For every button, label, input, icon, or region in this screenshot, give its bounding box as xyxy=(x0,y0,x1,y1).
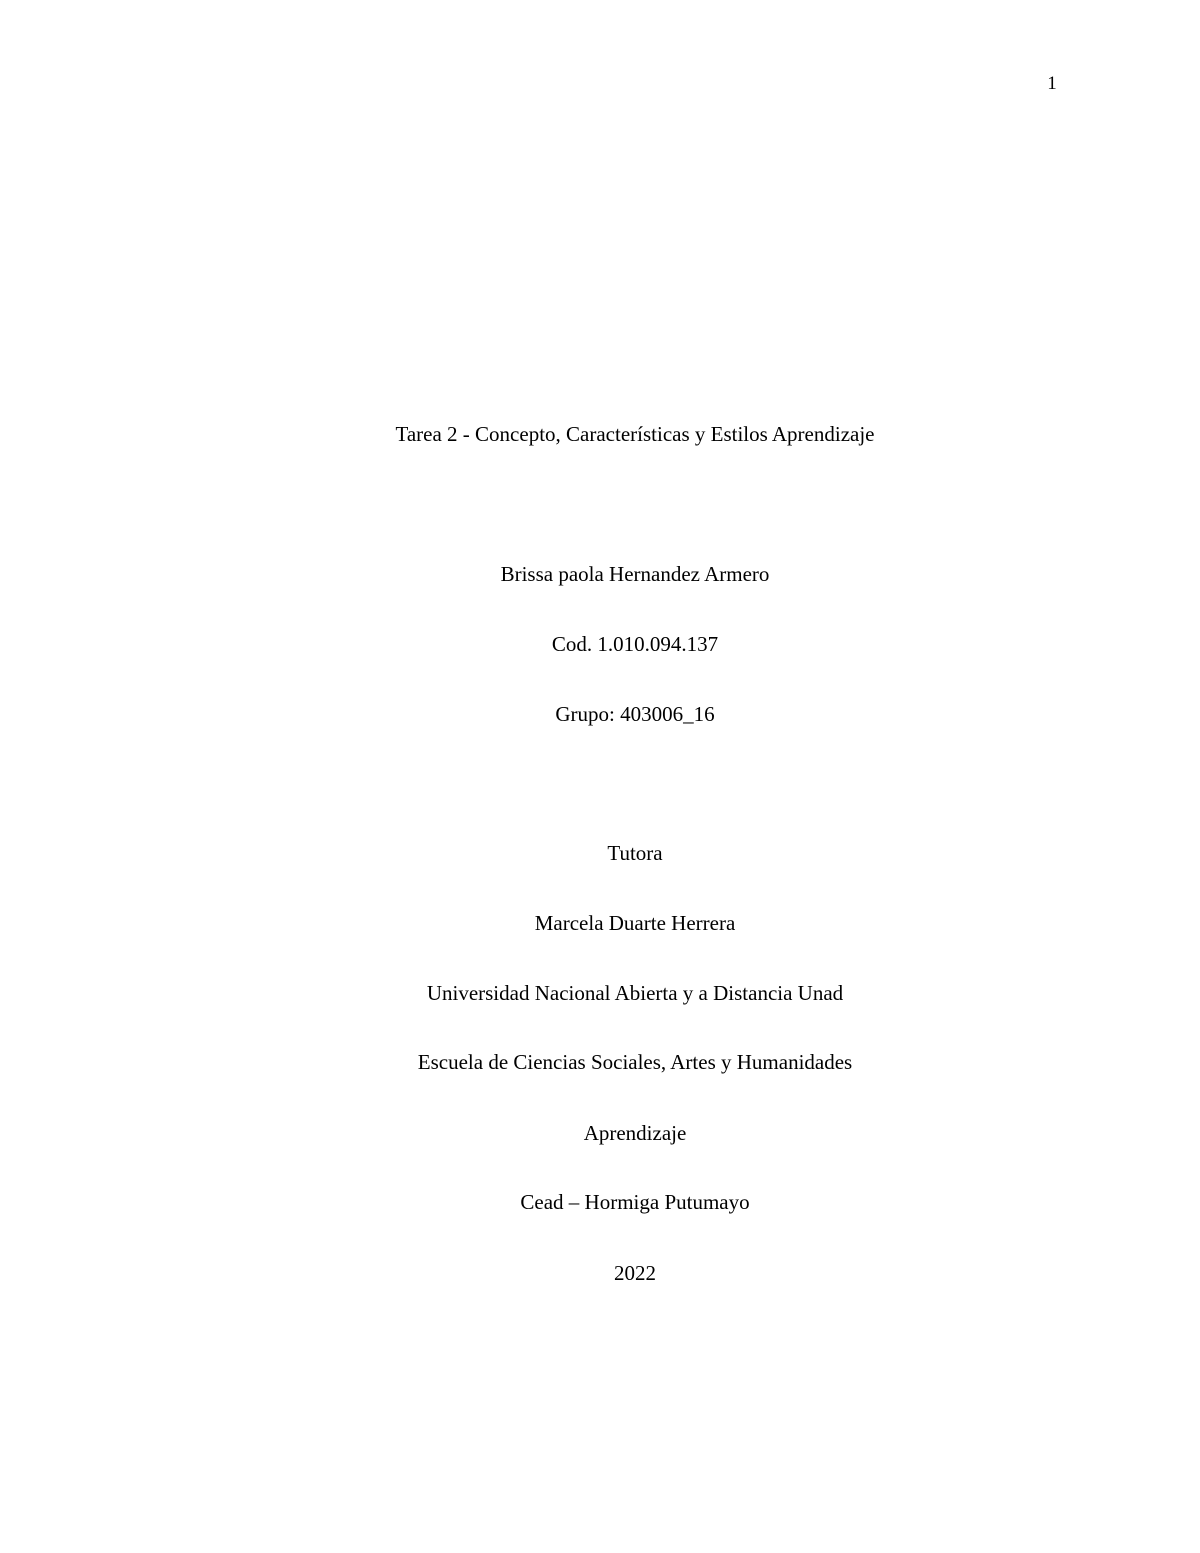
school-name: Escuela de Ciencias Sociales, Artes y Humanidades xyxy=(417,1050,853,1074)
tutor-label: Tutora xyxy=(607,841,663,865)
university-name: Universidad Nacional Abierta y a Distancia Unad xyxy=(426,981,844,1005)
center-name: Cead – Hormiga Putumayo xyxy=(520,1190,750,1214)
tutor-name: Marcela Duarte Herrera xyxy=(534,911,736,935)
student-code: Cod. 1.010.094.137 xyxy=(551,632,719,656)
author-name: Brissa paola Hernandez Armero xyxy=(500,562,770,586)
document-title: Tarea 2 - Concepto, Características y Estilos Aprendizaje xyxy=(395,422,875,446)
year: 2022 xyxy=(614,1261,656,1285)
course-name: Aprendizaje xyxy=(583,1121,687,1145)
page-number: 1 xyxy=(1047,73,1057,94)
group-number: Grupo: 403006_16 xyxy=(555,702,715,726)
